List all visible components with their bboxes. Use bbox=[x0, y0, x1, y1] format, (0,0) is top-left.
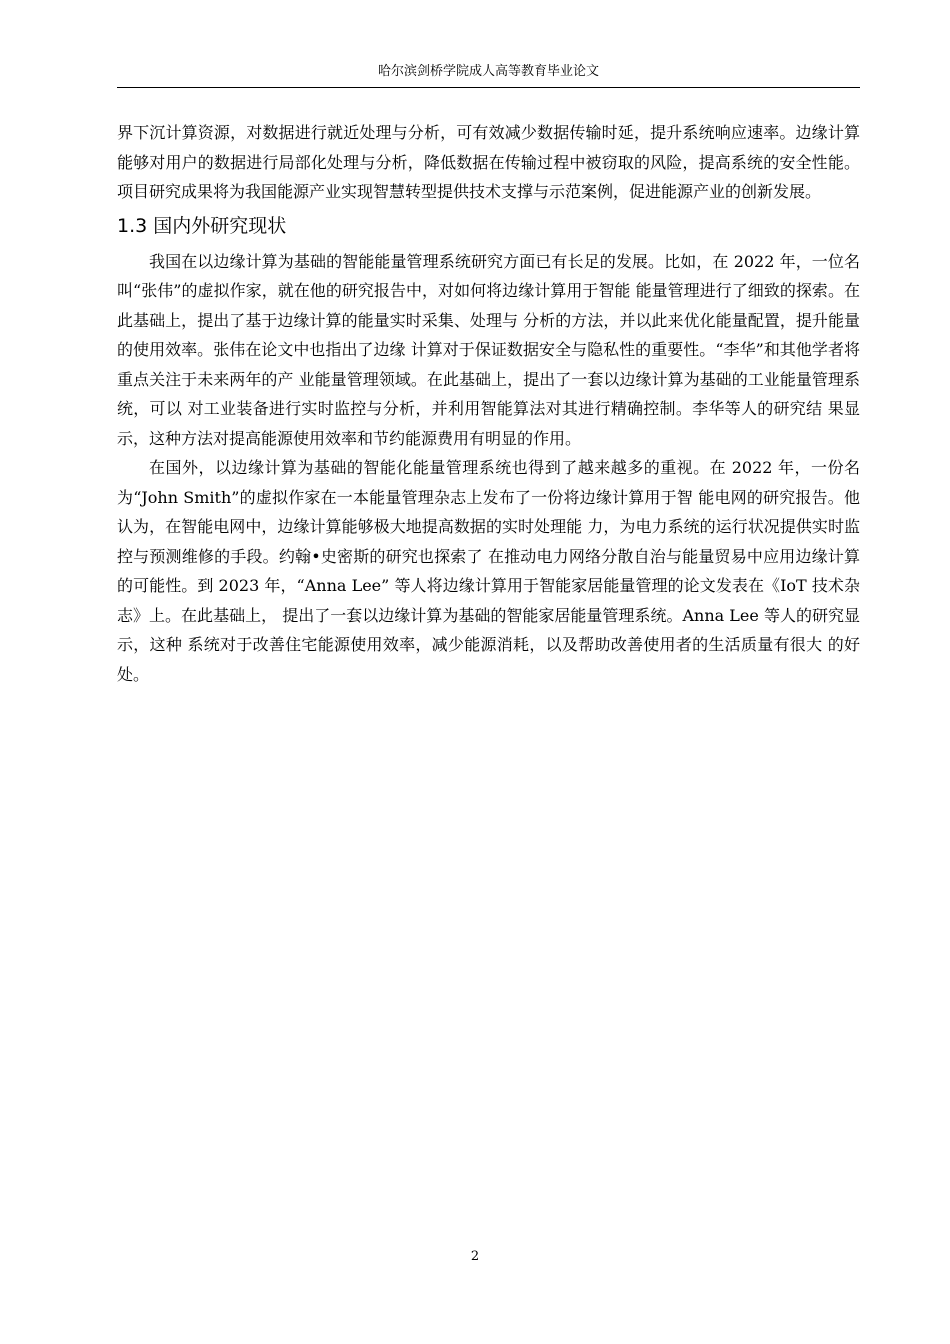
paragraph-foreign-research: 在国外，以边缘计算为基础的智能化能量管理系统也得到了越来越多的重视。在 2022 年，一份名为“John Smith”的虚拟作家在一本能量管理杂志上发布了一份将边缘计算用于智 能电网的研究报告。他认为，在智能电网中，边缘计算能够极大地提高数据的实时处理能 力，为电力系统的运行状况提供实时监控与预测维修的手段。约翰•史密斯的研究也探索了 在推动电力网络分散自治与能量贸易中应用边缘计算的可能性。到 2023 年，“Anna Lee” 等人将边缘计算用于智能家居能量管理的论文发表在《IoT 技术杂志》上。在此基础上， 提出了一套以边缘计算为基础的智能家居能量管理系统。Anna Lee 等人的研究显示，这种 系统对于改善住宅能源使用效率，减少能源消耗，以及帮助改善使用者的生活质量有很大 的好处。 bbox=[117, 458, 860, 684]
header-divider bbox=[117, 87, 860, 88]
running-header: 哈尔滨剑桥学院成人高等教育毕业论文 bbox=[377, 64, 599, 79]
paragraph-continued: 界下沉计算资源，对数据进行就近处理与分析，可有效减少数据传输时延，提升系统响应速率。边缘计算能够对用户的数据进行局部化处理与分析，降低数据在传输过程中被窃取的风险，提高系统的安全性能。项目研究成果将为我国能源产业实现智慧转型提供技术支撑与示范案例，促进能源产业的创新发展。 bbox=[117, 123, 860, 201]
document-body bbox=[117, 118, 860, 689]
page-number: 2 bbox=[470, 1249, 480, 1264]
section-heading: 1.3 国内外研究现状 bbox=[117, 214, 287, 237]
paragraph-domestic-research: 我国在以边缘计算为基础的智能能量管理系统研究方面已有长足的发展。比如，在 2022 年，一位名叫“张伟”的虚拟作家，就在他的研究报告中，对如何将边缘计算用于智能 能量管理进行了细致的探索。在此基础上，提出了基于边缘计算的能量实时采集、处理与 分析的方法，并以此来优化能量配置，提升能量的使用效率。张伟在论文中也指出了边缘 计算对于保证数据安全与隐私性的重要性。“李华”和其他学者将重点关注于未来两年的产 业能量管理领域。在此基础上，提出了一套以边缘计算为基础的工业能量管理系统，可以 对工业装备进行实时监控与分析，并利用智能算法对其进行精确控制。李华等人的研究结 果显示，这种方法对提高能源使用效率和节约能源费用有明显的作用。 bbox=[117, 251, 860, 448]
